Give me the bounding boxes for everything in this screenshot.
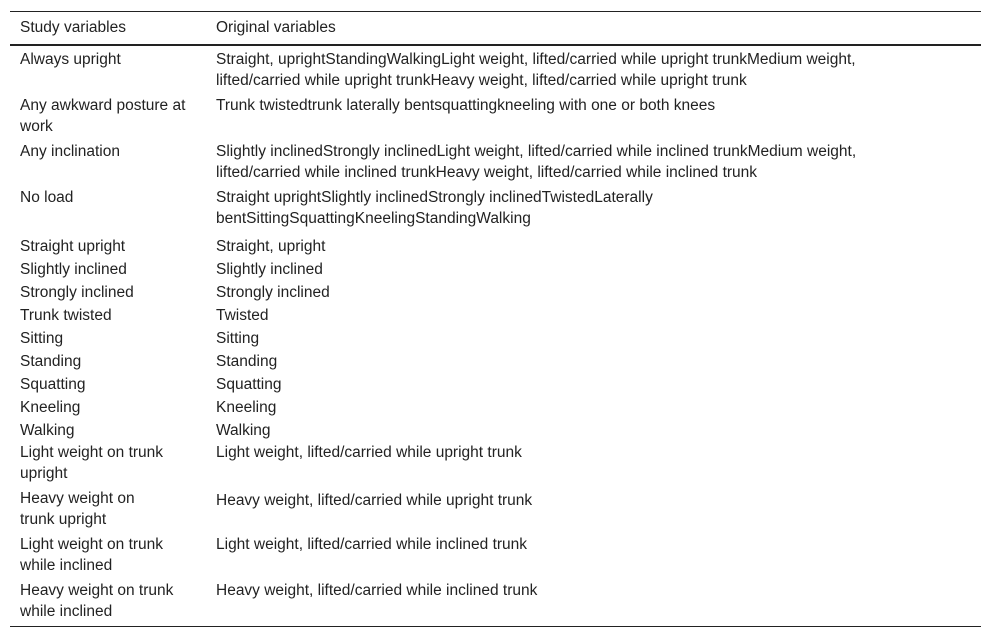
variables-table-container [10, 11, 981, 627]
original-variable-cell: Twisted [216, 307, 269, 324]
original-variable-cell: Light weight, lifted/carried while upright trunk [216, 444, 522, 461]
study-variable-cell: Walking [20, 422, 75, 439]
study-variable-cell: Standing [20, 353, 82, 370]
original-variable-cell: Kneeling [216, 399, 277, 416]
original-variable-cell: Straight, upright [216, 238, 326, 255]
study-variable-cell: Strongly inclined [20, 284, 134, 301]
study-variable-cell: Any awkward posture at work [20, 97, 186, 135]
header-study-variables: Study variables [10, 12, 206, 46]
original-variable-cell: Slightly inclinedStrongly inclinedLight weight, lifted/carried while inclined trunkMedium weight, lifted/carried while inclined trunkHeavy weight, lifted/carried while inclined trunk [216, 143, 857, 181]
study-variable-cell: Heavy weight on trunk while inclined [20, 582, 174, 620]
study-variable-cell: Kneeling [20, 399, 81, 416]
table-row [10, 442, 981, 488]
study-variable-cell: Straight upright [20, 238, 126, 255]
study-variable-cell: Light weight on trunk while inclined [20, 536, 164, 574]
table-row [10, 258, 981, 281]
table-row [10, 419, 981, 442]
original-variable-cell: Sitting [216, 330, 260, 347]
original-variable-cell: Standing [216, 353, 278, 370]
original-variable-cell: Heavy weight, lifted/carried while inclined trunk [216, 582, 538, 599]
original-variable-cell: Straight uprightSlightly inclinedStrongly inclinedTwistedLaterally bentSittingSquattingKneelingStandingWalking [216, 189, 653, 227]
original-variable-cell: Light weight, lifted/carried while inclined trunk [216, 536, 528, 553]
table-row [10, 373, 981, 396]
study-variable-cell: Heavy weight on trunk upright [20, 490, 135, 528]
study-variable-cell: Always upright [20, 51, 121, 68]
original-variable-cell: Walking [216, 422, 271, 439]
table-row [10, 45, 981, 95]
original-variable-cell: Straight, uprightStandingWalkingLight weight, lifted/carried while upright trunkMedium weight, lifted/carried while upright trunkHeavy weight, lifted/carried while upright trunk [216, 51, 856, 89]
table-row [10, 141, 981, 187]
table-row [10, 304, 981, 327]
table-row [10, 396, 981, 419]
table-row [10, 187, 981, 233]
original-variable-cell: Squatting [216, 376, 282, 393]
study-variable-cell: Sitting [20, 330, 64, 347]
header-original-variables: Original variables [206, 12, 981, 46]
table-row [10, 233, 981, 258]
study-variable-cell: Trunk twisted [20, 307, 112, 324]
study-variable-cell: Squatting [20, 376, 86, 393]
study-variable-cell: No load [20, 189, 74, 206]
table-row [10, 580, 981, 627]
header-row [10, 12, 981, 46]
study-variable-cell: Any inclination [20, 143, 120, 160]
original-variable-cell: Slightly inclined [216, 261, 323, 278]
original-variable-cell: Trunk twistedtrunk laterally bentsquattingkneeling with one or both knees [216, 97, 716, 114]
table-row [10, 488, 981, 534]
study-variable-cell: Light weight on trunk upright [20, 444, 164, 482]
table-row [10, 534, 981, 580]
table-row [10, 327, 981, 350]
table-row [10, 350, 981, 373]
table-header [10, 12, 981, 46]
variables-table [10, 11, 981, 627]
table-body [10, 45, 981, 627]
table-row [10, 281, 981, 304]
study-variable-cell: Slightly inclined [20, 261, 127, 278]
original-variable-cell: Strongly inclined [216, 284, 330, 301]
table-row [10, 95, 981, 141]
original-variable-cell: Heavy weight, lifted/carried while upright trunk [216, 492, 533, 509]
